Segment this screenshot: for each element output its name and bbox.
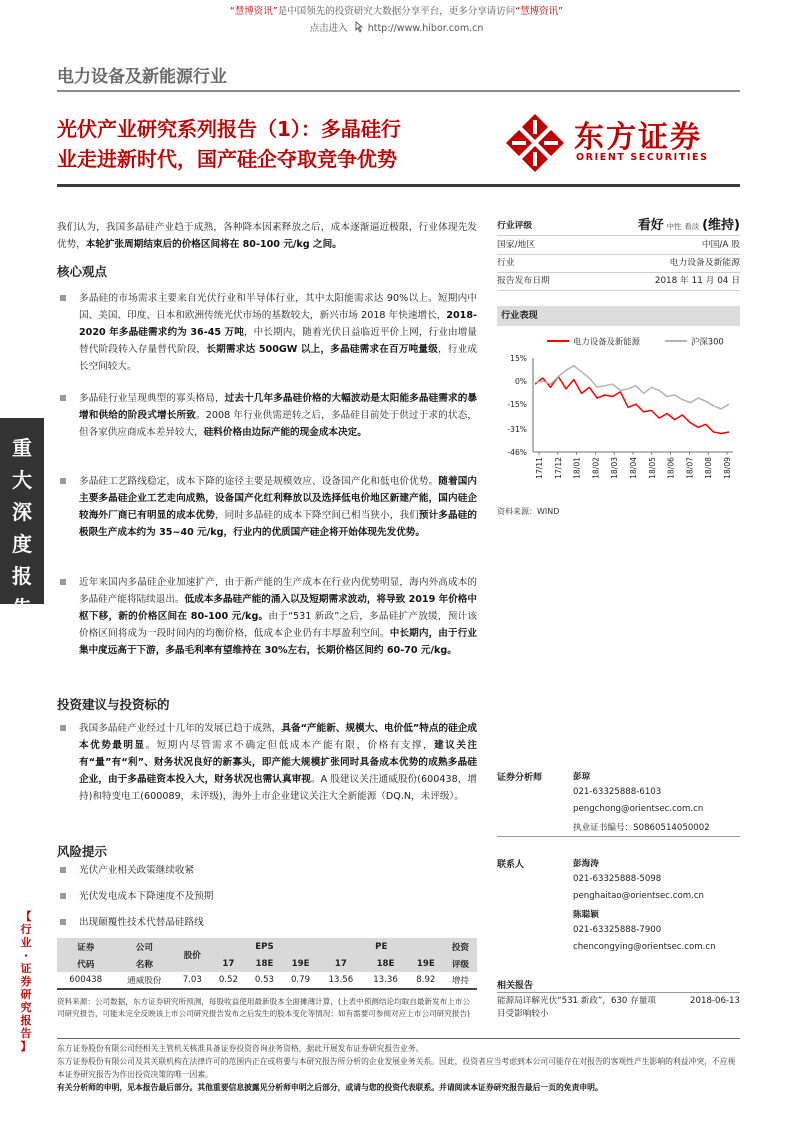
industry-row <box>497 255 740 271</box>
text-span: 。A 股建议关注通威股份(600438，增持)和特变电工(600089，未评级)，海外上市企业建议关注大全新能源（DQ.N，未评级）。 <box>79 774 477 802</box>
contact-email[interactable]: penghaitao@orientsec.com.cn <box>573 891 704 901</box>
risk-item: 光伏发电成本下降速度不及预期 <box>57 888 477 905</box>
contact-phone: 021-63325888-5098 <box>573 874 662 884</box>
core-bullet-demand <box>57 290 477 375</box>
cell-pe: 8.92 <box>408 972 444 989</box>
side-tag-char: 告 <box>20 1027 32 1040</box>
th-code-2: 代码 <box>57 955 114 972</box>
series-line <box>535 377 729 434</box>
legend-label: 沪深300 <box>691 336 724 347</box>
risk-item: 光伏产业相关政策继续收紧 <box>57 862 477 879</box>
core-bullet-price <box>57 574 477 659</box>
contact-phone: 021-63325888-7900 <box>573 925 662 935</box>
disclaimer-divider <box>57 1038 740 1039</box>
rating-label: 行业评级 <box>497 221 533 231</box>
text-span: 多晶硅行业呈现典型的寡头格局， <box>79 393 225 404</box>
th-year: 18E <box>363 955 408 972</box>
watermark-brand: “慧博资讯” <box>229 6 278 17</box>
y-tick-label: 0% <box>514 377 527 387</box>
contact-name: 彭海涛 <box>573 859 599 869</box>
th-rating-2: 评级 <box>444 955 477 972</box>
watermark-click-text: 点击进入 <box>309 23 348 34</box>
chart-title: 行业表现 <box>497 306 740 326</box>
rating-bullish: 看好 <box>637 218 664 233</box>
series-line <box>535 366 729 409</box>
core-bullet-oligopoly <box>57 390 477 441</box>
related-title-line: 能源局详解光伏“531 新政”，630 存量项 <box>497 996 656 1006</box>
industry-label: 行业 <box>497 258 515 268</box>
y-tick-label: -31% <box>507 424 527 434</box>
table-row <box>57 972 477 989</box>
disclaimer-line: 东方证券股份有限公司及其关联机构在法律许可的范围内正在或将要与本研究报告所分析的企业发展业务关系。因此，投资者应当考虑到本公司可能存在对报告的客观性产生影响的利益冲突，不应视本证券研究报告为作出投资决策的唯一因素。 <box>57 1057 736 1079</box>
region-label: 国家/地区 <box>497 240 536 250</box>
side-tag-char: · <box>23 949 29 962</box>
th-text: 公司 <box>135 942 153 953</box>
logo-chinese-name: 东方证券 <box>574 120 702 155</box>
x-tick-label: 18/05 <box>647 457 657 479</box>
industry-value: 电力设备及新能源 <box>669 258 740 268</box>
related-report-item[interactable] <box>497 995 740 1021</box>
cell-name: 通威股份 <box>114 972 174 989</box>
text-span: 多晶硅的市场需求主要来自光伏行业和半导体行业，其中太阳能需求达 90%以上。短期内中国、美国、印度、日本和欧洲传统光伏市场的基数较大，新兴市场 2018 年快速增长， <box>79 293 477 321</box>
analyst-email[interactable]: pengchong@orientsec.com.cn <box>573 804 704 814</box>
bold-span: 建议关注有“量”有“利”、财务状况良好的新寡头，即产能大规模扩张同时具备成本优势的成熟多晶硅企业，由于多晶硅资本投入大，财务状况也需认真审视 <box>79 740 478 785</box>
rating-neutral: 中性 <box>666 222 682 231</box>
region-value: 中国/A 股 <box>701 240 740 250</box>
cell-code: 600438 <box>57 972 114 989</box>
bold-span: 长期需求达 500GW 以上，多晶硅需求在百万吨量级 <box>206 344 439 355</box>
analyst-name: 彭琼 <box>573 772 591 782</box>
legend-label: 电力设备及新能源 <box>573 336 640 347</box>
th-code <box>57 938 114 955</box>
chart-source: 资料来源：WIND <box>497 507 560 516</box>
side-tag-char: 究 <box>20 1001 32 1014</box>
intro-text: 我们认为，我国多晶硅产业趋于成熟，各种降本因素释放之后，成本逐渐逼近极限，行业体现先发优势， <box>57 222 477 250</box>
cell-pe: 13.36 <box>363 972 408 989</box>
side-tag-char: 行 <box>20 923 32 936</box>
intro-bold-text: 本轮扩张周期结束后的价格区间将在 80-100 元/kg 之间。 <box>85 239 342 250</box>
analyst-phone: 021-63325888-6103 <box>573 787 662 797</box>
text-span: 多晶硅工艺路线稳定，成本下降的途径主要是规模效应、设备国产化和低电价优势。 <box>79 476 439 487</box>
analyst-license: 执业证书编号：S0860514050002 <box>573 823 710 833</box>
text-span: 。短期内尽管需求不确定但低成本产能有限，价格有支撑， <box>145 740 435 751</box>
side-tag-char: 证 <box>20 962 32 975</box>
orient-securities-logo <box>504 108 740 172</box>
report-title <box>57 114 477 174</box>
side-tab-major-report <box>0 418 44 620</box>
y-tick-label: -15% <box>507 400 527 410</box>
watermark-text: 是中国领先的投资研究大数据分享平台，更多分享请访问 <box>277 6 516 17</box>
risk-item: 出现颠覆性技术代替晶硅路线 <box>57 914 477 931</box>
th-eps: EPS <box>210 938 318 955</box>
side-tag-char: 研 <box>20 988 32 1001</box>
x-tick-label: 18/01 <box>572 457 582 479</box>
disclaimer-line: 东方证券股份有限公司经相关主管机关核准具备证券投资咨询业务资格，据此开展发布证券研究报告业务。 <box>57 1044 424 1053</box>
related-date: 2018-06-13 <box>690 996 740 1006</box>
date-divider <box>497 290 740 291</box>
bold-span: 过去十几年多晶硅价格的大幅波动是太阳能多晶硅需求的暴增和供给的阶段式增长所致 <box>79 393 478 421</box>
industry-performance-chart <box>497 330 740 502</box>
contact-email[interactable]: chencongying@orientsec.com.cn <box>573 942 716 952</box>
rating-divider <box>497 235 740 236</box>
x-tick-label: 18/07 <box>685 457 695 479</box>
analyst-divider <box>497 836 740 837</box>
y-tick-label: -46% <box>507 448 527 457</box>
th-year: 19E <box>283 955 319 972</box>
contact-name: 陈聪颖 <box>573 910 599 920</box>
th-year: 17 <box>319 955 364 972</box>
side-tag-char: 业 <box>20 936 32 949</box>
side-tab-char: 重 <box>12 436 32 460</box>
side-tag-industry-report <box>16 910 36 1053</box>
x-tick-label: 17/12 <box>553 457 563 479</box>
text-span: 我国多晶硅产业经过十几年的发展已趋于成熟， <box>79 723 282 734</box>
watermark-line <box>0 4 793 19</box>
cell-eps: 0.79 <box>283 972 319 989</box>
side-tag-char: 报 <box>20 1014 32 1027</box>
x-tick-label: 18/02 <box>591 457 601 479</box>
date-label: 报告发布日期 <box>497 276 550 286</box>
text-span: ，同时多晶硅的成本下降空间已相当狭小，我们 <box>214 510 419 521</box>
header-divider <box>57 90 740 92</box>
investment-bullet <box>57 720 477 805</box>
text-span: ，行业成长空间较大。 <box>79 344 478 372</box>
bold-span: 中长期内，由于行业集中度远高于下游，多晶毛利率有望维持在 30%左右，长期价格区间约 60-70 元/kg。 <box>79 628 478 656</box>
bold-span: 低成本多晶硅产能的涌入以及短期需求波动，将导致 2019 年价格中枢下移，新的价格区间在 80-100 元/kg。 <box>79 594 477 622</box>
th-year: 18E <box>246 955 282 972</box>
rating-row <box>497 218 740 234</box>
text-span: 由于“531 新政”之后，多晶硅扩产放缓，预计该价格区间将成为一段时间内的均衡价格，低成本企业仍有丰厚盈利空间。 <box>79 611 477 639</box>
disclaimer-line-bold: 有关分析师的申明，见本报告最后部分。其他重要信息披露见分析师申明之后部分，或请与您的投资代表联系。并请阅读本证券研究报告最后一页的免责申明。 <box>57 1083 603 1092</box>
side-tag-char: 【 <box>20 910 32 923</box>
th-pe: PE <box>319 938 444 955</box>
watermark-brand-2: “慧博资讯” <box>515 6 564 17</box>
investment-heading: 投资建议与投资标的 <box>57 697 170 712</box>
industry-heading: 电力设备及新能源行业 <box>57 67 227 87</box>
region-row <box>497 237 740 253</box>
side-tab-char: 告 <box>12 596 32 620</box>
side-tab-char: 报 <box>12 564 32 588</box>
x-tick-label: 18/08 <box>704 457 714 479</box>
related-divider <box>497 992 740 993</box>
th-text: 投资 <box>451 942 470 953</box>
x-tick-label: 18/04 <box>629 457 638 479</box>
th-year: 17 <box>210 955 246 972</box>
side-tab-char: 大 <box>12 468 32 492</box>
intro-paragraph <box>57 219 477 253</box>
hibor-link[interactable]: http://www.hibor.com.cn <box>367 23 484 34</box>
side-tab-char: 度 <box>12 532 32 556</box>
side-tab-char: 深 <box>12 500 32 524</box>
x-tick-label: 17/11 <box>535 457 544 479</box>
bold-span: 具备“产能新、规模大、电价低”特点的硅企成本优势最明显 <box>79 723 477 751</box>
cell-eps: 0.52 <box>210 972 246 989</box>
disclaimer <box>57 1042 740 1094</box>
orient-logo-mark-icon <box>504 112 566 174</box>
core-views-heading: 核心观点 <box>57 264 108 279</box>
related-reports-heading: 相关报告 <box>497 981 534 991</box>
bold-span: 随着国内主要多晶硅企业工艺走向成熟，设备国产化红利释放以及选择低电价地区新建产能，国内硅企较海外厂商已有明显的成本优势 <box>79 476 478 521</box>
related-title-line: 目受影响较小 <box>497 1009 549 1019</box>
watermark-url-line <box>0 20 793 34</box>
side-tag-char: 券 <box>20 975 32 988</box>
bold-span: 2018-2020 年多晶硅需求约为 36-45 万吨 <box>79 310 477 338</box>
analyst-label: 证券分析师 <box>497 773 543 783</box>
date-row <box>497 273 740 289</box>
bold-span: 硅料价格由边际产能的现金成本决定。 <box>203 427 367 438</box>
core-bullet-cost <box>57 473 477 541</box>
th-name-2: 名称 <box>114 955 174 972</box>
title-line-2: 业走进新时代，国产硅企夺取竞争优势 <box>57 147 397 171</box>
pointer-icon <box>351 21 365 33</box>
date-value: 2018 年 11 月 04 日 <box>654 276 740 286</box>
cell-price: 7.03 <box>174 972 210 989</box>
th-name <box>114 938 174 955</box>
th-text: 证券 <box>77 942 95 953</box>
th-year: 19E <box>408 955 444 972</box>
bold-span: 预计多晶硅的极限生产成本约为 35~40 元/kg，行业内的优质国产硅企将开始体现先发优势。 <box>79 510 478 538</box>
cell-eps: 0.53 <box>246 972 282 989</box>
rating-bearish: 看淡 <box>684 222 700 231</box>
contacts-label: 联系人 <box>497 860 525 870</box>
side-tag-char: 】 <box>20 1040 32 1053</box>
logo-english-name: ORIENT SECURITIES <box>576 152 709 163</box>
th-rating <box>444 938 477 955</box>
estimates-table <box>57 938 477 990</box>
cell-pe: 13.56 <box>319 972 364 989</box>
x-tick-label: 18/09 <box>723 457 732 479</box>
x-tick-label: 18/06 <box>666 457 676 479</box>
rating-maintain: (维持) <box>702 218 740 233</box>
risk-heading: 风险提示 <box>57 844 108 859</box>
text-span: ，中长期内，随着光伏日益临近平价上网，行业由增量替代阶段转入存量替代阶段， <box>79 327 478 355</box>
text-span: 。2008 年行业供需逆转之后，多晶硅目前处于供过于求的状态，但各家供应商成本差异较大， <box>79 410 478 438</box>
y-tick-label: 15% <box>510 354 527 363</box>
x-tick-label: 18/03 <box>610 457 620 479</box>
title-line-1: 光伏产业研究系列报告（1）：多晶硅行 <box>57 117 401 141</box>
th-price: 股价 <box>174 938 210 972</box>
rating-values <box>638 218 740 235</box>
text-span: 近年来国内多晶硅企业加速扩产，由于新产能的生产成本在行业内优势明显，海内外高成本的多晶硅产能将陆续退出。 <box>79 577 477 605</box>
title-divider <box>57 184 740 187</box>
table-footnote: 资料来源：公司数据，东方证券研究所预测，每股收益使用最新股本全面摊薄计算，(上表中预测结论均取自最新发布上市公司研究报告，可能未完全反映该上市公司研究报告发布之后发生的股本变化等情况；如有需要可参阅对应上市公司研究报告) <box>57 997 471 1018</box>
cell-rating: 增持 <box>444 972 477 989</box>
